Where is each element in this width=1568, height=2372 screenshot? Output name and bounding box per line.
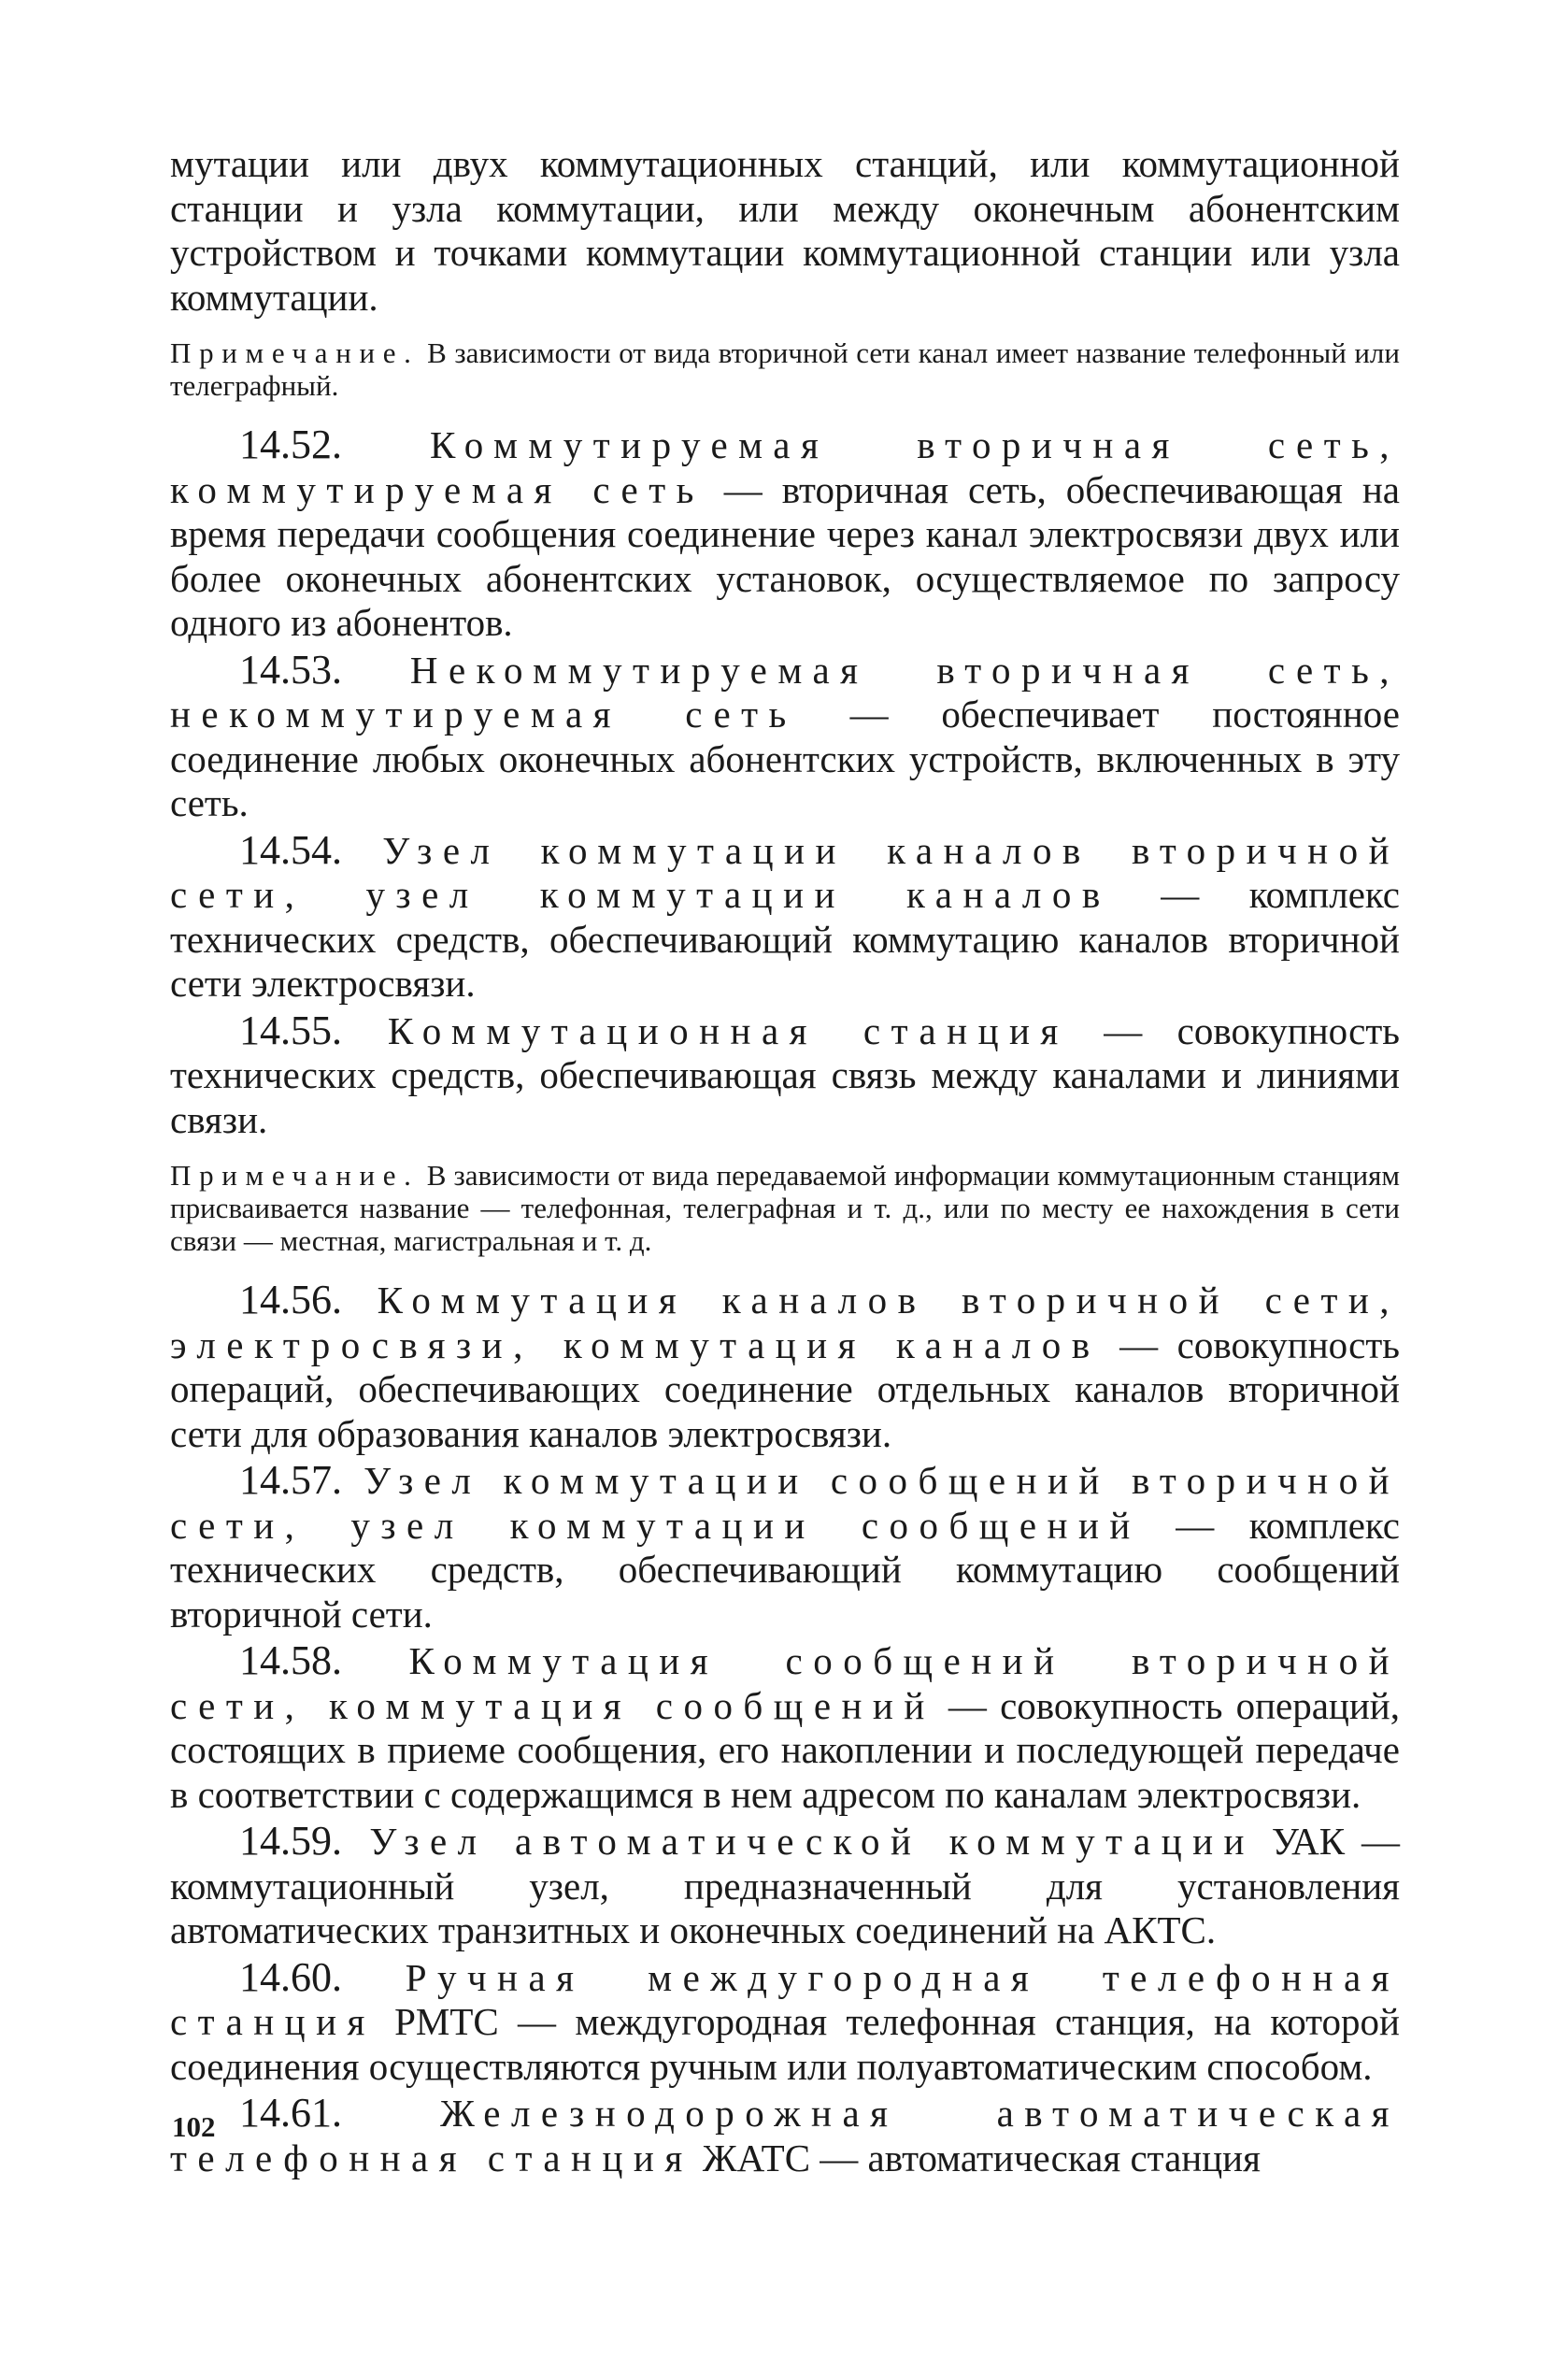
entry-14-56: [170, 1278, 1400, 1456]
entry-14-52: [170, 422, 1400, 646]
entry-number: 14.57.: [239, 1457, 342, 1503]
entry-definition: — комплекс технических средств, обеспечивающий коммутацию сообщений вторичной сети.: [170, 1503, 1401, 1636]
entry-number: 14.59.: [239, 1818, 342, 1864]
entry-14-58: [170, 1638, 1400, 1817]
intro-paragraph: мутации или двух коммутационных станций, или коммутационной станции и узла коммутации, или между оконечным абонентским устройством и точками коммутации коммутационной станции или узла коммутации.: [170, 142, 1400, 319]
entry-term: Железнодорожная автоматическая телефонная станция: [170, 2092, 1400, 2179]
entry-term: Коммутация сообщений вторичной сети, коммутация сообщений: [170, 1639, 1400, 1727]
entry-term: Узел автоматической коммутации: [342, 1820, 1255, 1863]
note-1: [170, 336, 1400, 402]
entry-definition: ЖАТС — автоматическая станция: [692, 2136, 1261, 2179]
note-1-text: В зависимости от вида вторичной сети канал имеет название телефонный или телеграфный.: [170, 336, 1400, 402]
entry-14-54: [170, 828, 1400, 1007]
entry-14-55: [170, 1008, 1400, 1143]
entry-definition: — совокупность операций, состоящих в приеме сообщения, его накоплении и последующей передаче в соответствии с содержащимся в нем адресом по каналам электросвязи.: [170, 1683, 1400, 1816]
entry-definition: — совокупность технических средств, обеспечивающая связь между каналами и линиями связи.: [170, 1008, 1400, 1141]
note-1-label: Примечание.: [170, 336, 420, 369]
entry-term: Коммутация каналов вторичной сети, электросвязи, коммутация каналов: [170, 1279, 1400, 1366]
entry-number: 14.52.: [239, 422, 342, 467]
entry-definition: — обеспечивает постоянное соединение любых оконечных абонентских устройств, включенных в эту сеть.: [170, 693, 1400, 824]
entry-definition: — совокупность операций, обеспечивающих соединение отдельных каналов вторичной сети для образования каналов электросвязи.: [170, 1322, 1400, 1455]
entry-14-53: [170, 648, 1400, 826]
entry-definition: — комплекс технических средств, обеспечивающий коммутацию каналов вторичной сети электросвязи.: [170, 873, 1400, 1005]
entry-definition: РМТС — междугородная телефонная станция, на которой соединения осуществляются ручным или полуавтоматическим способом.: [170, 2000, 1400, 2088]
note-2-label: Примечание.: [170, 1159, 420, 1192]
page-body: [170, 142, 1400, 2180]
entry-number: 14.53.: [239, 646, 342, 693]
page-number: 102: [172, 2110, 216, 2143]
entry-number: 14.58.: [239, 1637, 342, 1683]
entry-number: 14.60.: [239, 1953, 342, 2000]
entry-term: Узел коммутации каналов вторичной сети, узел коммутации каналов: [170, 828, 1400, 916]
entry-term: Ручная междугородная телефонная станция: [170, 1955, 1400, 2043]
note-2-text: В зависимости от вида передаваемой информации коммутационным станциям присваивается название — телефонная, телеграфная и т. д., или по месту ее нахождения в сети связи — местная, магистральная и т. д.: [170, 1159, 1400, 1257]
note-2: [170, 1159, 1400, 1257]
entry-definition: УАК — коммутационный узел, предназначенный для установления автоматических транзитных и оконечных соединений на АКТС.: [170, 1820, 1400, 1951]
entry-number: 14.56.: [239, 1277, 342, 1322]
entry-14-61: [170, 2091, 1400, 2180]
entry-14-57: [170, 1458, 1400, 1636]
entry-number: 14.61.: [239, 2090, 342, 2136]
entry-number: 14.54.: [239, 826, 342, 873]
entry-definition: — вторичная сеть, обеспечивающая на время передачи сообщения соединение через канал электросвязи двух или более оконечных абонентских установок, осуществляемое по запросу одного из абонентов.: [170, 467, 1401, 644]
entry-term: Узел коммутации сообщений вторичной сети, узел коммутации сообщений: [170, 1459, 1400, 1547]
entry-term: Некоммутируемая вторичная сеть, некоммутируемая сеть: [170, 648, 1400, 736]
entry-term: Коммутируемая вторичная сеть, коммутируемая сеть: [170, 423, 1400, 511]
entry-number: 14.55.: [239, 1007, 342, 1053]
entry-term: Коммутационная станция: [342, 1008, 1069, 1052]
entry-14-60: [170, 1955, 1400, 2090]
entry-14-59: [170, 1819, 1400, 1953]
